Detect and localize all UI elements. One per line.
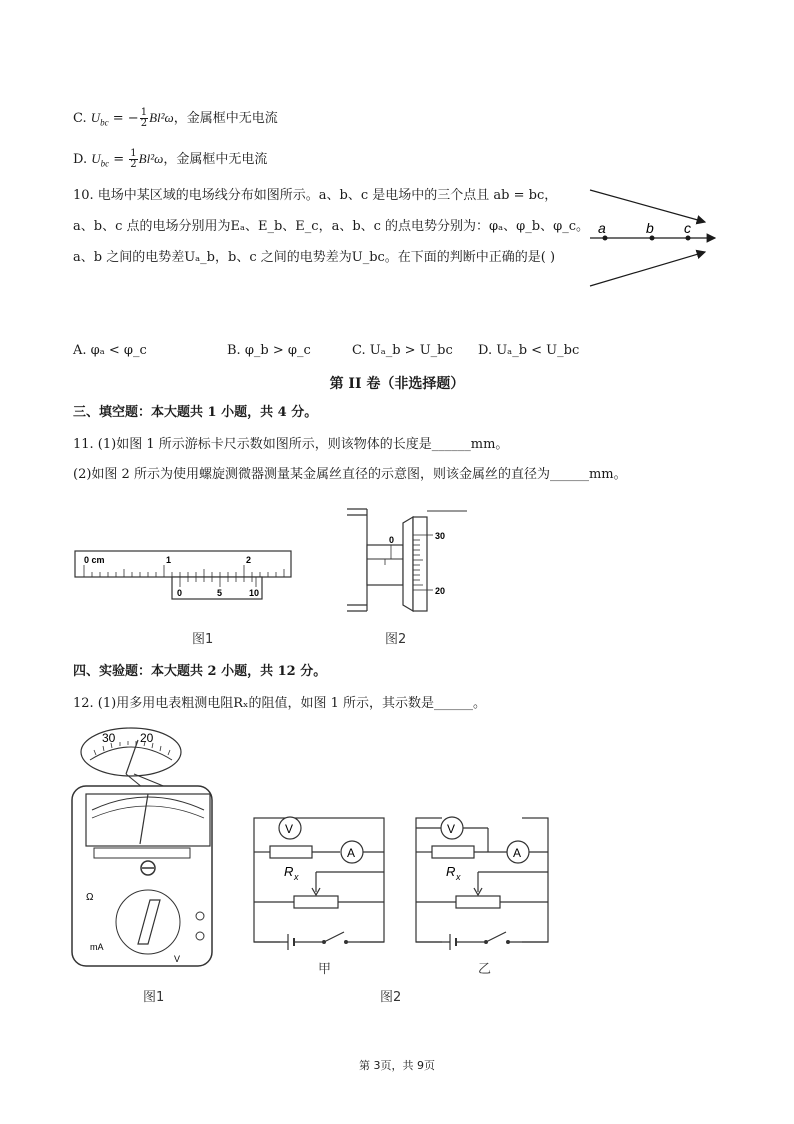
field-line-top: [590, 190, 705, 222]
vernier-caliper-diagram: [74, 545, 294, 603]
caliper-label-1: 1: [166, 555, 172, 565]
ammeter-label: A: [513, 846, 522, 860]
knob-label-ohm: Ω: [86, 892, 94, 903]
q9-option-d: D. $U_{bc}$ = $\frac{1}{2}$ Bl²ω，金属框中无电流: [73, 148, 268, 170]
circuit-name-yi: 乙: [478, 962, 492, 977]
label-c: c: [684, 220, 691, 236]
main-scale: [75, 551, 291, 577]
multimeter-diagram: [68, 722, 218, 970]
zoom-bubble: [81, 728, 181, 776]
circuit-name-jia: 甲: [318, 962, 332, 977]
q10-option-d: D. Uₐ_b < U_bc: [478, 343, 580, 358]
knob-label-v: V: [174, 954, 181, 964]
caliper-label-2: 2: [246, 555, 252, 565]
circuit-yi: [412, 812, 554, 952]
thimble-edge: [403, 517, 413, 611]
label-b: b: [646, 220, 654, 236]
caliper-label-0: 0 cm: [84, 555, 105, 565]
terminal-1: [196, 912, 204, 920]
voltmeter-label: V: [447, 822, 456, 836]
thimble: [413, 517, 427, 611]
q10-line3: a、b 之间的电势差Uₐ_b，b、c 之间的电势差为U_bc。在下面的判断中正确的是( ): [73, 250, 556, 265]
label-a: a: [598, 220, 606, 236]
point-a: [603, 236, 608, 241]
field-line-bottom: [590, 252, 705, 286]
vernier-label-0: 0: [177, 588, 183, 598]
q10-option-b: B. φ_b > φ_c: [227, 343, 311, 358]
sleeve-label-0: 0: [389, 535, 395, 545]
q9-option-c: C. $U_{bc}$ = − $\frac{1}{2}$ Bl²ω，金属框中无电流: [73, 107, 278, 129]
micrometer-diagram: [345, 505, 470, 617]
q12-line1: 12. (1)用多用电表粗测电阻Rₓ的阻值，如图 1 所示，其示数是______。: [73, 696, 487, 711]
zoom-label-30: 30: [102, 731, 116, 745]
q12-caption-2: 图2: [380, 990, 402, 1005]
section3-title: 三、填空题：本大题共 1 小题，共 4 分。: [73, 405, 318, 420]
section4-title: 四、实验题：本大题共 2 小题，共 12 分。: [73, 664, 327, 679]
rheostat: [456, 896, 500, 908]
rheostat: [294, 896, 338, 908]
thimble-label-30: 30: [435, 531, 446, 541]
q12-caption-1: 图1: [143, 990, 165, 1005]
rx-sub: x: [294, 872, 299, 882]
q10-line1: 10. 电场中某区域的电场线分布如图所示。a、b、c 是电场中的三个点且 ab = bc，: [73, 188, 558, 203]
resistor-rx: [270, 846, 312, 858]
q10-line2: a、b、c 点的电场分别用为Eₐ、E_b、E_c，a、b、c 的点电势分别为：φₐ、φ_b、φ_c。: [73, 219, 589, 234]
q10-option-a: A. φₐ < φ_c: [73, 343, 147, 358]
q11-line1: 11. (1)如图 1 所示游标卡尺示数如图所示，则该物体的长度是______mm。: [73, 437, 509, 452]
meter-dial: [86, 794, 210, 846]
electric-field-diagram: [580, 182, 730, 292]
voltmeter-label: V: [285, 822, 294, 836]
point-b: [650, 236, 655, 241]
terminal-2: [196, 932, 204, 940]
rx-label: R: [446, 864, 456, 879]
rx-label: R: [284, 864, 294, 879]
rx-sub: x: [456, 872, 461, 882]
ammeter-label: A: [347, 846, 356, 860]
q11-line2: (2)如图 2 所示为使用螺旋测微器测量某金属丝直径的示意图，则该金属丝的直径为______mm。: [73, 467, 627, 482]
section2-title: 第 II 卷（非选择题）: [329, 376, 465, 392]
point-c: [686, 236, 691, 241]
q10-option-c: C. Uₐ_b > U_bc: [352, 343, 453, 358]
resistor-rx: [432, 846, 474, 858]
q11-caption-2: 图2: [385, 632, 407, 647]
vernier-label-10: 10: [249, 588, 260, 598]
vernier-label-5: 5: [217, 588, 223, 598]
knob-label-ma: mA: [90, 942, 104, 952]
q11-caption-1: 图1: [192, 632, 214, 647]
thimble-label-20: 20: [435, 586, 446, 596]
page-footer: 第 3页，共 9页: [359, 1059, 435, 1072]
circuit-jia: [250, 812, 390, 952]
zoom-label-20: 20: [140, 731, 154, 745]
